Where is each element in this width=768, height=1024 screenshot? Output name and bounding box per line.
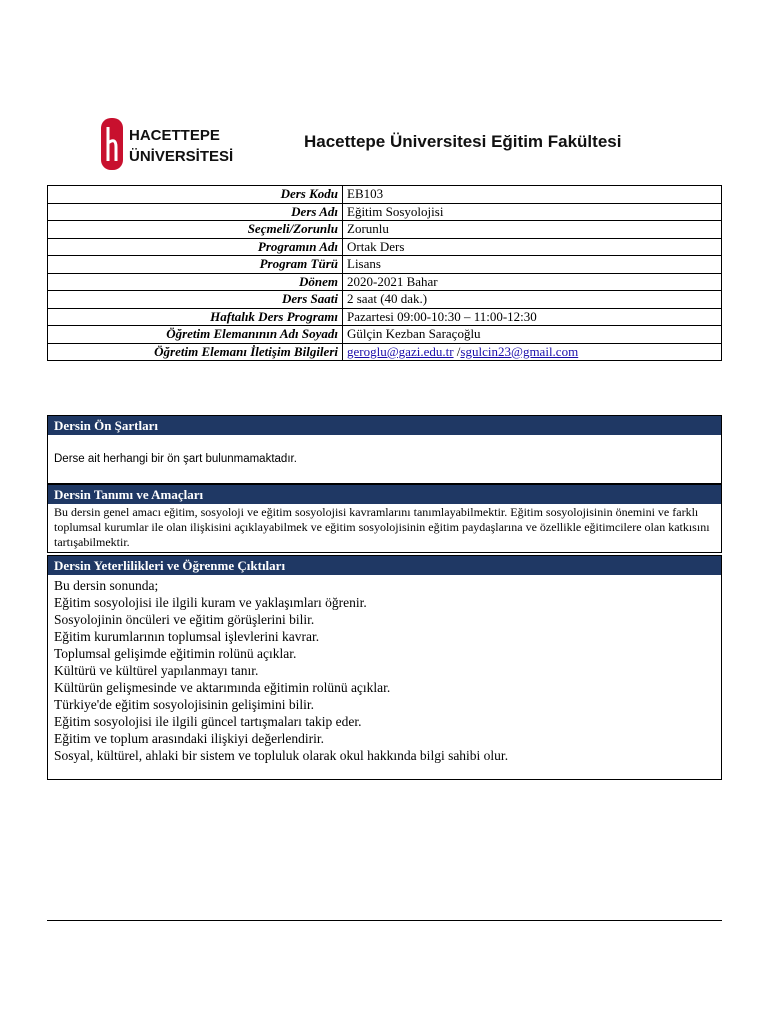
info-row xyxy=(48,308,722,326)
course-info-table xyxy=(47,185,722,361)
outcome-item: Bu dersin sonunda; xyxy=(54,578,159,593)
info-row xyxy=(48,221,722,239)
info-key: Programın Adı xyxy=(48,238,343,256)
info-value: Gülçin Kezban Saraçoğlu xyxy=(343,326,722,344)
info-key: Öğretim Elemanının Adı Soyadı xyxy=(48,326,343,344)
info-row xyxy=(48,203,722,221)
info-key: Ders Adı xyxy=(48,203,343,221)
description-text: Bu dersin genel amacı eğitim, sosyoloji ve eğitim sosyolojisi kavramlarını tanımlayabilmektir. Eğitim sosyolojisinin önemini ve farklı toplumsal kurumlar ile olan ilişkisini açıklayabilmek ve eğitim sosyolojisinin eğitim paydaşlarına ve özellikle eğitimcilere olan katkısını tartışabilmektir. xyxy=(54,505,710,549)
info-key: Öğretim Elemanı İletişim Bilgileri xyxy=(48,343,343,361)
prereq-text: Derse ait herhangi bir ön şart bulunmamaktadır. xyxy=(54,453,297,465)
outcome-item: Sosyal, kültürel, ahlaki bir sistem ve topluluk olarak okul hakkında bilgi sahibi olur. xyxy=(54,748,509,763)
prereq-heading: Dersin Ön Şartları xyxy=(48,416,721,435)
logo-text-line2: ÜNİVERSİTESİ xyxy=(129,148,234,165)
outcome-item: Eğitim ve toplum arasındaki ilişkiyi değerlendirir. xyxy=(54,731,324,746)
outcomes-heading: Dersin Yeterlilikleri ve Öğrenme Çıktıları xyxy=(48,556,721,575)
info-value: 2020-2021 Bahar xyxy=(343,273,722,291)
info-row-contact xyxy=(48,343,722,361)
contact-value xyxy=(343,343,722,361)
info-row xyxy=(48,238,722,256)
info-row xyxy=(48,273,722,291)
outcome-item: Kültürün gelişmesinde ve aktarımında eğitimin rolünü açıklar. xyxy=(54,680,391,695)
university-logo xyxy=(100,117,250,172)
description-section xyxy=(47,484,722,553)
outcome-item: Eğitim sosyolojisi ile ilgili kuram ve yaklaşımları öğrenir. xyxy=(54,595,367,610)
description-heading: Dersin Tanımı ve Amaçları xyxy=(48,485,721,504)
info-value: 2 saat (40 dak.) xyxy=(343,291,722,309)
info-key: Haftalık Ders Programı xyxy=(48,308,343,326)
logo-text-line1: HACETTEPE xyxy=(129,127,220,144)
email-link-2[interactable]: sgulcin23@gmail.com xyxy=(460,343,579,359)
info-key: Program Türü xyxy=(48,256,343,274)
info-key: Dönem xyxy=(48,273,343,291)
outcome-item: Türkiye'de eğitim sosyolojisinin gelişimini bilir. xyxy=(54,697,315,712)
info-row xyxy=(48,326,722,344)
email-link-1[interactable]: geroglu@gazi.edu.tr xyxy=(347,343,454,359)
info-value: Eğitim Sosyolojisi xyxy=(343,203,722,221)
prereq-section xyxy=(47,415,722,484)
outcome-item: Eğitim sosyolojisi ile ilgili güncel tartışmaları takip eder. xyxy=(54,714,362,729)
email-separator: / xyxy=(453,343,461,359)
page-title: Hacettepe Üniversitesi Eğitim Fakültesi xyxy=(304,132,622,151)
info-row xyxy=(48,291,722,309)
info-key: Ders Saati xyxy=(48,291,343,309)
info-value: Lisans xyxy=(343,256,722,274)
outcomes-section xyxy=(47,555,722,780)
outcome-item: Toplumsal gelişimde eğitimin rolünü açıklar. xyxy=(54,646,297,661)
info-row xyxy=(48,186,722,204)
outcome-item: Kültürü ve kültürel yapılanmayı tanır. xyxy=(54,663,259,678)
info-key: Seçmeli/Zorunlu xyxy=(48,221,343,239)
info-key: Ders Kodu xyxy=(48,186,343,204)
outcomes-list xyxy=(48,575,721,764)
info-row xyxy=(48,256,722,274)
info-value: Zorunlu xyxy=(343,221,722,239)
outcome-item: Eğitim kurumlarının toplumsal işlevlerini kavrar. xyxy=(54,629,320,644)
logo-emblem-icon xyxy=(101,118,123,170)
outcome-item: Sosyolojinin öncüleri ve eğitim görüşlerini bilir. xyxy=(54,612,315,627)
info-value: EB103 xyxy=(343,186,722,204)
info-value: Ortak Ders xyxy=(343,238,722,256)
footer-divider xyxy=(47,920,722,921)
info-value: Pazartesi 09:00-10:30 – 11:00-12:30 xyxy=(343,308,722,326)
